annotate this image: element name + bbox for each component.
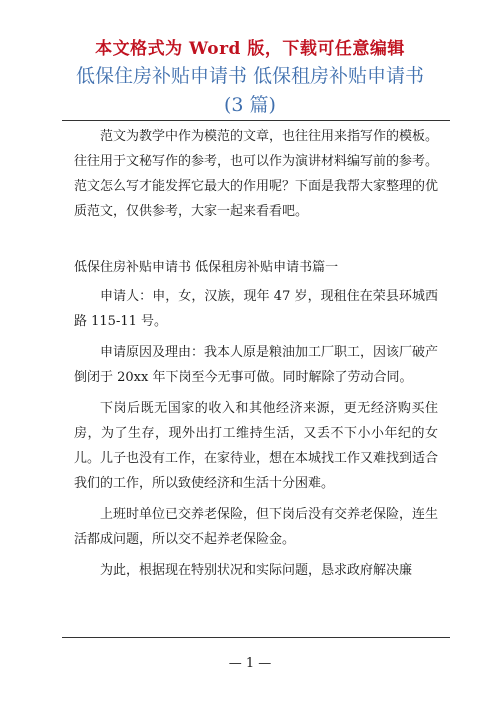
document-body (74, 124, 438, 589)
body-paragraph-reason: 申请原因及理由：我本人原是粮油加工厂职工，因该厂破产倒闭于 20xx 年下岗至今无事可做。同时解除了劳动合同。 (74, 345, 439, 385)
body-paragraph-hardship: 下岗后既无国家的收入和其他经济来源，更无经济购买住房，为了生存，现外出打工维持生活，又丢不下小小年纪的女儿。儿子也没有工作，在家待业，想在本城找工作又难找到适合我们的工作，所以致使经济和生活十分困难。 (74, 401, 439, 491)
header-divider (62, 120, 450, 121)
page-number: — 1 — (228, 656, 272, 671)
intro-paragraph: 范文为教学中作为模范的文章，也往往用来指写作的模板。往往用于文秘写作的参考，也可以作为演讲材料编写前的参考。范文怎么写才能发挥它最大的作用呢？下面是我帮大家整理的优质范文，仅供参考，大家一起来看看吧。 (74, 129, 439, 219)
body-paragraph-request: 为此，根据现在特别状况和实际问题，恳求政府解决廉 (100, 563, 413, 578)
format-banner: 本文格式为 Word 版，下载可任意编辑 (95, 39, 405, 59)
section-heading: 低保住房补贴申请书 低保租房补贴申请书篇一 (74, 260, 339, 275)
body-paragraph-insurance: 上班时单位已交养老保险，但下岗后没有交养老保险，连生活都成问题，所以交不起养老保险金。 (74, 507, 439, 547)
document-title (40, 62, 460, 120)
body-paragraph-applicant: 申请人：申，女，汉族，现年 47 岁，现租住在荣县环城西路 115-11 号。 (74, 289, 438, 329)
title-line-1: 低保住房补贴申请书 低保租房补贴申请书 (75, 65, 425, 87)
footer-divider (62, 637, 450, 638)
title-line-2: (3 篇) (224, 94, 276, 116)
